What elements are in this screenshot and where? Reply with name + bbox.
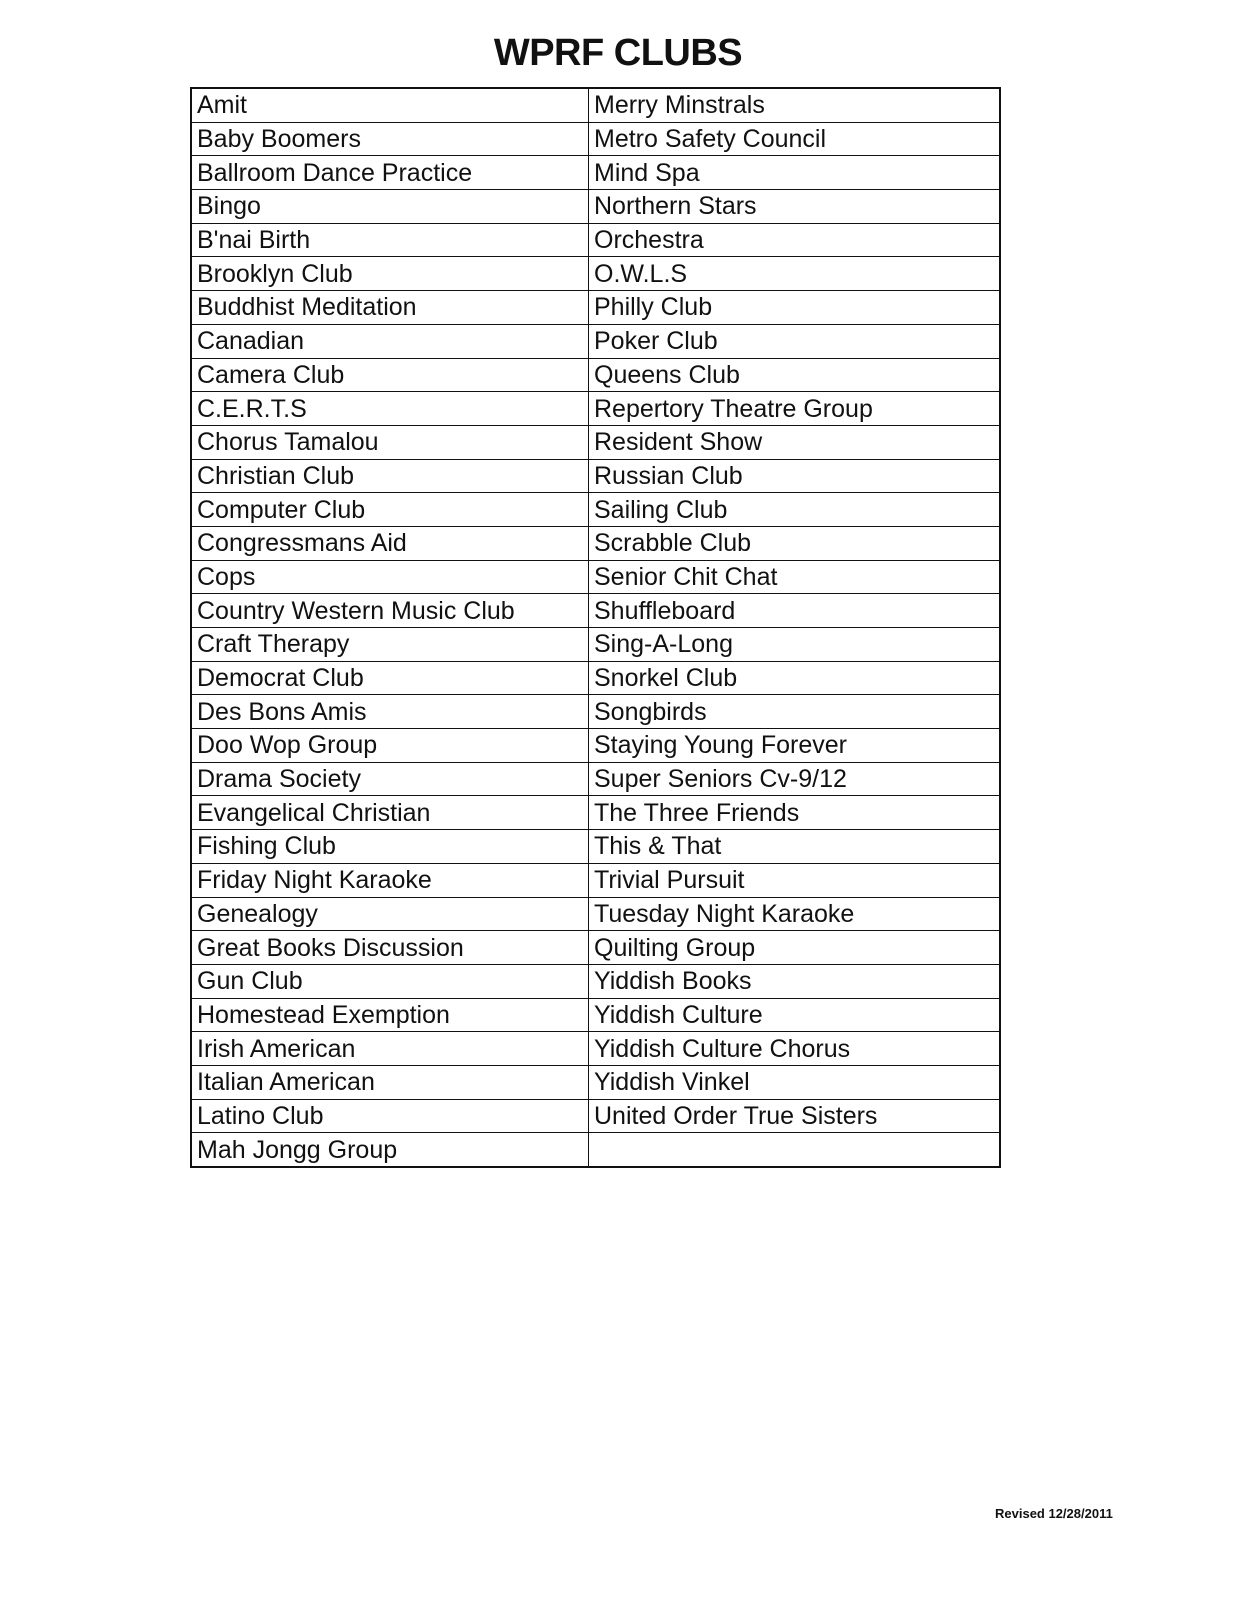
- club-name-left: Bingo: [191, 190, 589, 224]
- club-name-right: Staying Young Forever: [589, 729, 1001, 763]
- club-name-left: Camera Club: [191, 358, 589, 392]
- table-row: [191, 190, 1000, 224]
- table-row: [191, 257, 1000, 291]
- club-name-left: Homestead Exemption: [191, 998, 589, 1032]
- club-name-right: This & That: [589, 830, 1001, 864]
- club-name-right: Metro Safety Council: [589, 122, 1001, 156]
- club-name-left: Christian Club: [191, 459, 589, 493]
- club-name-right: The Three Friends: [589, 796, 1001, 830]
- club-name-right: United Order True Sisters: [589, 1099, 1001, 1133]
- club-name-left: Latino Club: [191, 1099, 589, 1133]
- club-name-right: Northern Stars: [589, 190, 1001, 224]
- table-row: [191, 526, 1000, 560]
- table-row: [191, 762, 1000, 796]
- table-row: [191, 122, 1000, 156]
- club-name-left: Brooklyn Club: [191, 257, 589, 291]
- club-name-right: Scrabble Club: [589, 526, 1001, 560]
- club-name-right: Yiddish Books: [589, 964, 1001, 998]
- club-name-left: Country Western Music Club: [191, 594, 589, 628]
- club-name-left: Evangelical Christian: [191, 796, 589, 830]
- club-name-right: Senior Chit Chat: [589, 560, 1001, 594]
- table-row: [191, 560, 1000, 594]
- club-name-right: Philly Club: [589, 291, 1001, 325]
- table-row: [191, 425, 1000, 459]
- table-row: [191, 830, 1000, 864]
- table-row: [191, 1065, 1000, 1099]
- club-name-right: [589, 1133, 1001, 1167]
- club-name-left: Chorus Tamalou: [191, 425, 589, 459]
- club-name-left: Great Books Discussion: [191, 931, 589, 965]
- table-row: [191, 1032, 1000, 1066]
- club-name-right: Queens Club: [589, 358, 1001, 392]
- table-row: [191, 291, 1000, 325]
- club-name-left: Italian American: [191, 1065, 589, 1099]
- club-name-right: Poker Club: [589, 324, 1001, 358]
- table-row: [191, 964, 1000, 998]
- club-name-left: Canadian: [191, 324, 589, 358]
- club-name-left: Congressmans Aid: [191, 526, 589, 560]
- club-name-right: Yiddish Vinkel: [589, 1065, 1001, 1099]
- table-row: [191, 594, 1000, 628]
- club-name-left: Doo Wop Group: [191, 729, 589, 763]
- club-name-right: Quilting Group: [589, 931, 1001, 965]
- page-title: WPRF CLUBS: [493, 32, 743, 74]
- table-row: [191, 897, 1000, 931]
- club-name-left: B'nai Birth: [191, 223, 589, 257]
- club-name-right: Tuesday Night Karaoke: [589, 897, 1001, 931]
- club-name-right: Merry Minstrals: [589, 88, 1001, 122]
- club-name-right: O.W.L.S: [589, 257, 1001, 291]
- club-name-left: Computer Club: [191, 493, 589, 527]
- clubs-table: [190, 87, 1001, 1168]
- club-name-left: Friday Night Karaoke: [191, 863, 589, 897]
- club-name-right: Yiddish Culture: [589, 998, 1001, 1032]
- club-name-right: Repertory Theatre Group: [589, 392, 1001, 426]
- table-row: [191, 729, 1000, 763]
- club-name-right: Super Seniors Cv-9/12: [589, 762, 1001, 796]
- table-row: [191, 931, 1000, 965]
- club-name-left: Irish American: [191, 1032, 589, 1066]
- club-name-left: C.E.R.T.S: [191, 392, 589, 426]
- table-row: [191, 358, 1000, 392]
- table-row: [191, 1133, 1000, 1167]
- table-row: [191, 392, 1000, 426]
- club-name-left: Amit: [191, 88, 589, 122]
- club-name-left: Ballroom Dance Practice: [191, 156, 589, 190]
- club-name-left: Democrat Club: [191, 661, 589, 695]
- club-name-left: Mah Jongg Group: [191, 1133, 589, 1167]
- table-row: [191, 459, 1000, 493]
- club-name-right: Shuffleboard: [589, 594, 1001, 628]
- club-name-right: Trivial Pursuit: [589, 863, 1001, 897]
- club-name-right: Songbirds: [589, 695, 1001, 729]
- club-name-right: Sailing Club: [589, 493, 1001, 527]
- club-name-left: Drama Society: [191, 762, 589, 796]
- table-row: [191, 223, 1000, 257]
- table-row: [191, 998, 1000, 1032]
- revision-date: Revised 12/28/2011: [995, 1506, 1113, 1521]
- table-row: [191, 628, 1000, 662]
- club-name-left: Fishing Club: [191, 830, 589, 864]
- club-name-right: Russian Club: [589, 459, 1001, 493]
- club-name-right: Snorkel Club: [589, 661, 1001, 695]
- table-row: [191, 88, 1000, 122]
- table-row: [191, 695, 1000, 729]
- club-name-left: Cops: [191, 560, 589, 594]
- club-name-right: Orchestra: [589, 223, 1001, 257]
- club-name-left: Gun Club: [191, 964, 589, 998]
- table-row: [191, 493, 1000, 527]
- table-row: [191, 796, 1000, 830]
- club-name-right: Mind Spa: [589, 156, 1001, 190]
- club-name-left: Buddhist Meditation: [191, 291, 589, 325]
- club-name-left: Baby Boomers: [191, 122, 589, 156]
- club-name-left: Genealogy: [191, 897, 589, 931]
- table-row: [191, 156, 1000, 190]
- club-name-right: Sing-A-Long: [589, 628, 1001, 662]
- club-name-right: Resident Show: [589, 425, 1001, 459]
- club-name-right: Yiddish Culture Chorus: [589, 1032, 1001, 1066]
- table-row: [191, 1099, 1000, 1133]
- club-name-left: Craft Therapy: [191, 628, 589, 662]
- club-name-left: Des Bons Amis: [191, 695, 589, 729]
- table-row: [191, 324, 1000, 358]
- table-row: [191, 863, 1000, 897]
- table-row: [191, 661, 1000, 695]
